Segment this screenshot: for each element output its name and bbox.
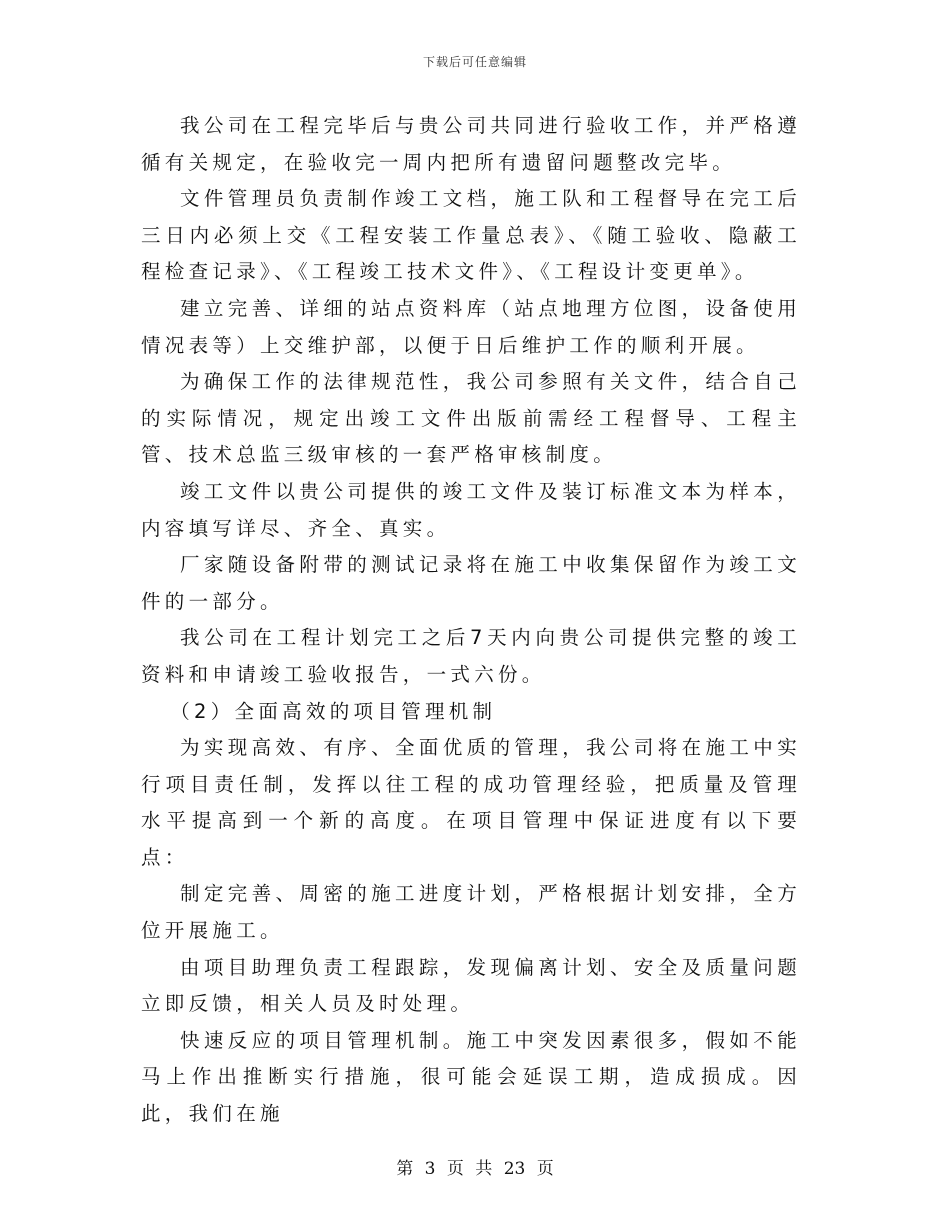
paragraph-site-database: 建立完善、详细的站点资料库（站点地理方位图，设备使用情况表等）上交维护部，以便于日后维护工作的顺利开展。 [141, 296, 801, 357]
section-heading: （2）全面高效的项目管理机制 [170, 699, 497, 723]
paragraph-test-records: 厂家随设备附带的测试记录将在施工中收集保留作为竣工文件的一部分。 [141, 553, 801, 613]
page-footer: 第 3 页 共 23 页 [396, 1159, 554, 1179]
document-body [141, 108, 801, 1133]
paragraph-report-submission: 我公司在工程计划完工之后7天内向贵公司提供完整的竣工资料和申请竣工验收报告，一式六份。 [141, 626, 801, 686]
paragraph-tracking: 由项目助理负责工程跟踪，发现偏离计划、安全及质量问题立即反馈，相关人员及时处理。 [141, 955, 801, 1016]
paragraph-rapid-response: 快速反应的项目管理机制。施工中突发因素很多，假如不能马上作出推断实行措施，很可能会延误工期，造成损成。因此，我们在施 [141, 1028, 801, 1126]
paragraph-acceptance: 我公司在工程完毕后与贵公司共同进行验收工作，并严格遵循有关规定，在验收完一周内把所有遗留问题整改完毕。 [141, 114, 801, 174]
page-header: 下载后可任意编辑 [422, 55, 527, 69]
paragraph-schedule-plan: 制定完善、周密的施工进度计划，严格根据计划安排，全方位开展施工。 [141, 882, 801, 943]
paragraph-document-standard: 竣工文件以贵公司提供的竣工文件及装订标准文本为样本，内容填写详尽、齐全、真实。 [141, 479, 801, 540]
paragraph-review-system: 为确保工作的法律规范性，我公司参照有关文件，结合自己的实际情况，规定出竣工文件出版前需经工程督导、工程主管、技术总监三级审核的一套严格审核制度。 [141, 370, 801, 467]
paragraph-management-intro: 为实现高效、有序、全面优质的管理，我公司将在施工中实行项目责任制，发挥以往工程的成功管理经验，把质量及管理水平提高到一个新的高度。在项目管理中保证进度有以下要点： [141, 736, 801, 869]
paragraph-completion-documents: 文件管理员负责制作竣工文档，施工队和工程督导在完工后三日内必须上交《工程安装工作量总表》、《随工验收、隐蔽工程检查记录》、《工程竣工技术文件》、《工程设计变更单》。 [141, 187, 801, 284]
